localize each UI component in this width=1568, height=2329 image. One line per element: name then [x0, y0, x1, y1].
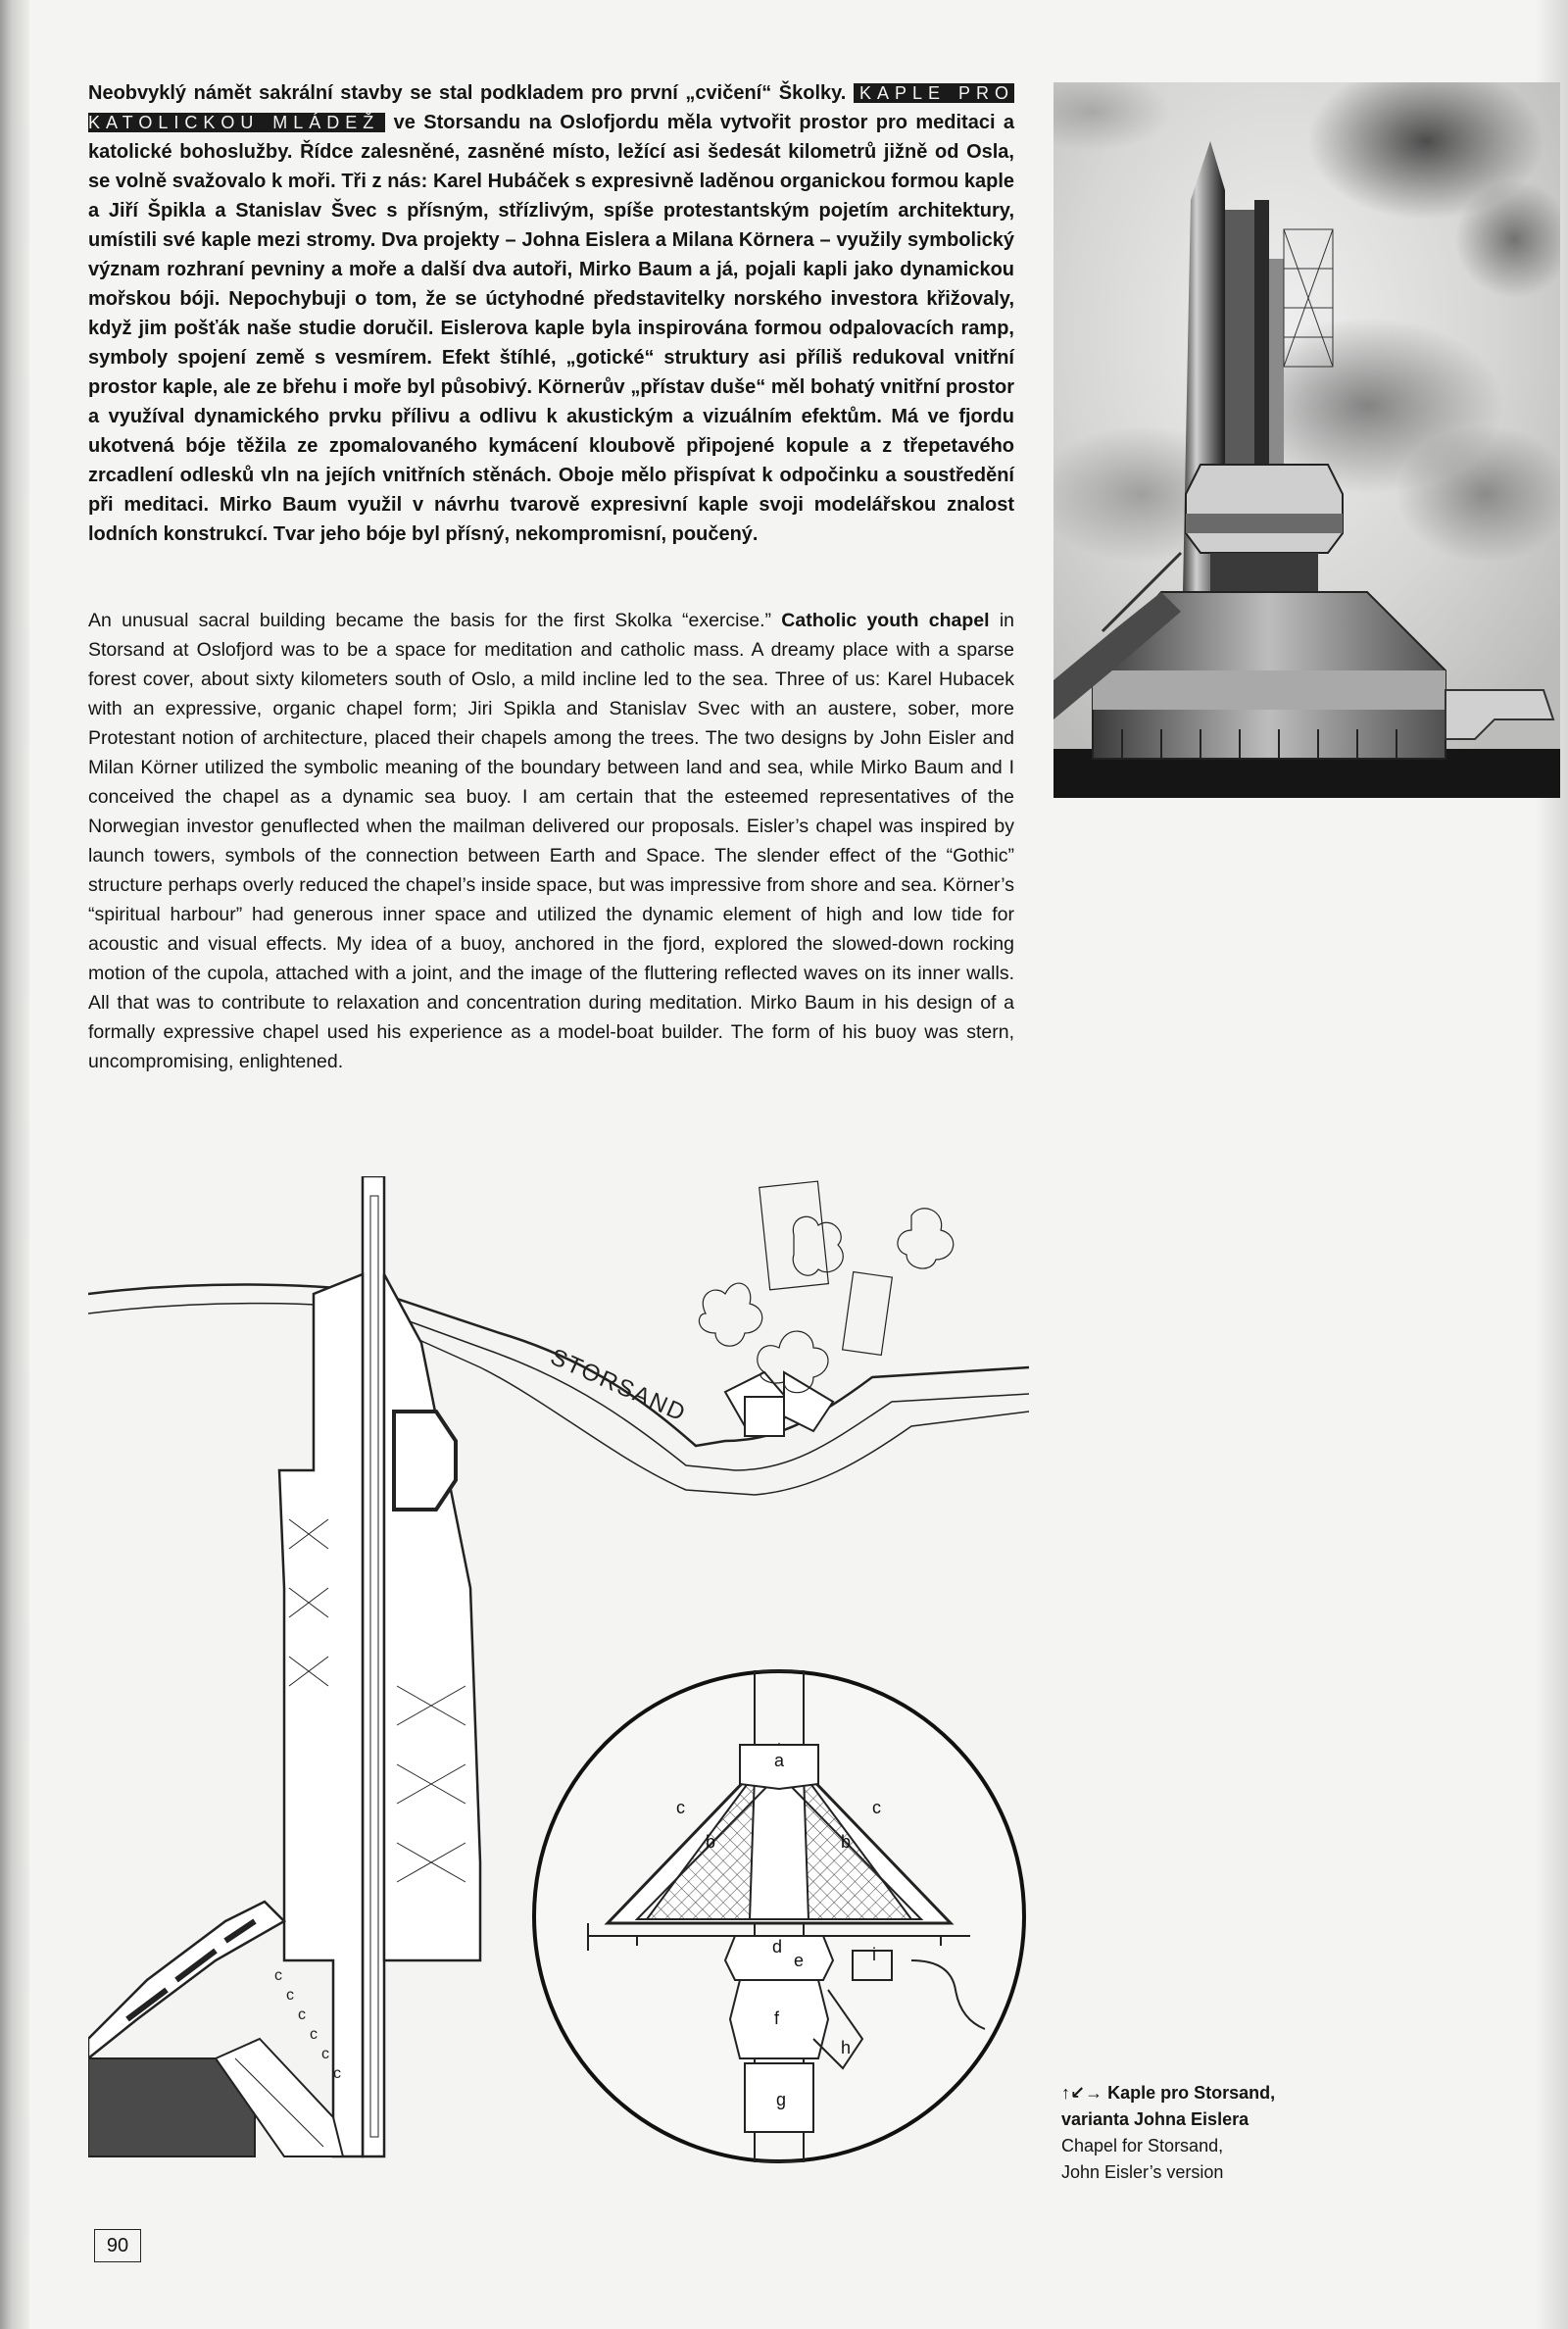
caption-cz-line2: varianta Johna Eislera: [1061, 2109, 1250, 2129]
plan-letter: c: [676, 1798, 685, 1817]
english-paragraph: [88, 606, 1014, 1076]
page-number: 90: [94, 2229, 141, 2262]
chapel-model-photo: [1054, 82, 1560, 798]
plan-letter: g: [776, 2090, 787, 2109]
caption-english: [1061, 2133, 1355, 2186]
plan-letter: a: [774, 1751, 785, 1770]
plan-letter: f: [774, 2008, 780, 2028]
section-letter: c: [310, 2026, 318, 2043]
floor-plan-circle: [529, 1666, 1029, 2166]
section-letter: c: [321, 2046, 329, 2062]
caption-arrows: ↑↙→: [1061, 2083, 1103, 2103]
section-letter: c: [274, 1967, 282, 1984]
caption-en-line2: John Eisler’s version: [1061, 2162, 1224, 2182]
chapel-title-label: KAPLE PRO KATOLICKOU MLÁDEŽ: [88, 83, 1015, 132]
english-intro: An unusual sacral building became the basis for the first Skolka “exercise.”: [88, 610, 782, 631]
english-body: in Storsand at Oslofjord was to be a space for meditation and catholic mass. A dreamy place with a sparse forest cover, about sixty kilometers south of Oslo, a mild incline led to the sea. Three of us: Karel Hubacek with an expressive, organic chapel form; Jiri Spikla and Stanislav Svec with an austere, sober, more Protestant notion of architecture, placed their chapels among the trees. The two designs by John Eisler and Milan Körner utilized the symbolic meaning of the boundary between land and sea, while Mirko Baum and I conceived the chapel as a dynamic sea buoy. I am certain that the esteemed representatives of the Norwegian investor genuflected when the mailman delivered our proposals. Eisler’s chapel was inspired by launch towers, symbols of the connection between Earth and Space. The slender effect of the “Gothic” structure perhaps overly reduced the chapel’s inside space, but was impressive from shore and sea. Körner’s “spiritual harbour” had generous inner space and utilized the dynamic element of high and low tide for acoustic and visual effects. My idea of a buoy, anchored in the fjord, explored the slowed-down rocking motion of the cupola, attached with a joint, and the image of the fluttering reflected waves on its inner walls. All that was to contribute to relaxation and concentration during meditation. Mirko Baum in his design of a formally expressive chapel used his experience as a model-boat builder. The form of his buoy was stern, uncompromising, enlightened.: [88, 610, 1014, 1072]
section-letter: c: [333, 2065, 341, 2082]
czech-paragraph: [88, 78, 1014, 549]
place-label-storsand: STORSAND: [546, 1343, 691, 1428]
plan-letter: b: [841, 1832, 852, 1852]
plan-letter: d: [772, 1937, 783, 1957]
plan-letter: c: [872, 1798, 881, 1817]
caption-cz-line1: Kaple pro Storsand,: [1107, 2083, 1276, 2103]
plan-letter: b: [706, 1832, 716, 1852]
plan-letter: h: [841, 2038, 852, 2057]
czech-intro: Neobvyklý námět sakrální stavby se stal podkladem pro první „cvičení“ Školky.: [88, 82, 847, 104]
plan-letter: e: [794, 1951, 805, 1970]
book-spine-shadow: [0, 0, 29, 2329]
section-letter: c: [286, 1987, 294, 2004]
czech-body: ve Storsandu na Oslofjordu měla vytvořit prostor pro meditaci a katolické bohoslužby. Řídce zalesněné, zasněné místo, ležící asi šedesát kilometrů jižně od Osla, se volně svažovalo k moři. Tři z nás: Karel Hubáček s expresivně laděnou organickou formou kaple a Jiří Špikla a Stanislav Švec s přísným, střízlivým, spíše protestantským pojetím architektury, umístili své kaple mezi stromy. Dva projekty – Johna Eislera a Milana Körnera – využily symbolický význam rozhraní pevniny a moře a další dva autoři, Mirko Baum a já, pojali kapli jako dynamickou mořskou bóji. Nepochybuji o tom, že se úctyhodné představitelky norského investora křižovaly, když jim pošťák naše studie doručil. Eislerova kaple byla inspirována formou odpalovacích ramp, symboly spojení země s vesmírem. Efekt štíhlé, „gotické“ struktury asi příliš redukoval vnitřní prostor kaple, ale ze břehu i moře byl působivý. Körnerův „přístav duše“ měl bohatý vnitřní prostor a využíval dynamického prvku přílivu a odlivu k akustickým a vizuálním efektům. Má ve fjordu ukotvená bóje těžila ze zpomalovaného kymácení kloubově připojené kopule a z třepetavého zrcadlení odlesků vln na jejích vnitřních stěnách. Oboje mělo přispívat k odpočinku a soustředění při meditaci. Mirko Baum využil v návrhu tvarově expresivní kaple svoji modelářskou znalost lodních konstrukcí. Tvar jeho bóje byl přísný, nekompromisní, poučený.: [88, 112, 1015, 545]
plan-letter: i: [872, 1945, 876, 1964]
section-letter: c: [298, 2007, 306, 2023]
english-bold-title: Catholic youth chapel: [781, 610, 990, 631]
caption-czech: [1061, 2080, 1355, 2133]
caption-en-line1: Chapel for Storsand,: [1061, 2136, 1224, 2156]
figure-caption: [1061, 2080, 1355, 2186]
